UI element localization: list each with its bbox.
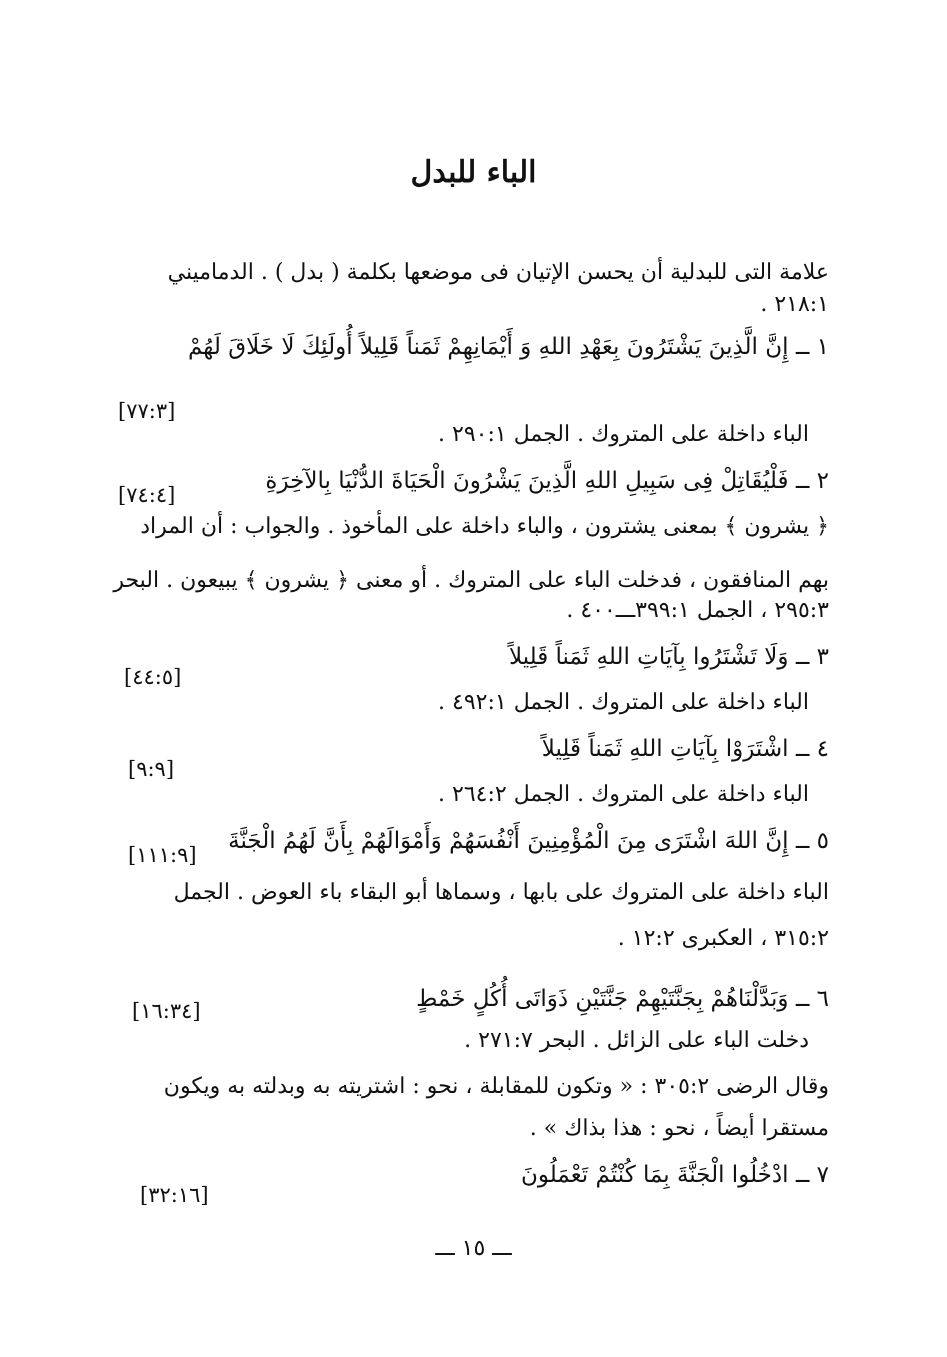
verse-3-note: الباء داخلة على المتروك . الجمل ٤٩٢:١ . bbox=[438, 690, 809, 715]
verse-2-reference: [٧٤:٤] bbox=[118, 483, 176, 507]
verse-4-reference: [٩:٩] bbox=[128, 757, 175, 781]
verse-6: ٦ ــ وَبَدَّلْنَاهُمْ بِجَنَّتَيْهِمْ جَنَّتَيْنِ ذَوَاتَى أُكُلٍ خَمْطٍ bbox=[416, 986, 829, 1012]
verse-3-reference: [٤٤:٥] bbox=[124, 665, 182, 689]
verse-3: ٣ ــ وَلَا تَشْتَرُوا بِآيَاتِ اللهِ ثَمَناً قَلِيلاً bbox=[508, 644, 829, 670]
verse-5-note-line-1: الباء داخلة على المتروك على بابها ، وسماها أبو البقاء باء العوض . الجمل bbox=[173, 880, 829, 905]
radi-quote-line-2: مستقرا أيضاً ، نحو : هذا بذاك » . bbox=[529, 1116, 829, 1141]
verse-5-reference: [١١١:٩] bbox=[128, 843, 197, 867]
verse-1-note: الباء داخلة على المتروك . الجمل ٢٩٠:١ . bbox=[438, 422, 809, 447]
verse-1: ١ ــ إِنَّ الَّذِينَ يَشْتَرُونَ بِعَهْدِ اللهِ وَ أَيْمَانِهِمْ ثَمَناً قَلِيلاً أُولَئِكَ لَا خَلَاقَ لَهُمْ bbox=[188, 334, 829, 360]
verse-7: ٧ ــ ادْخُلُوا الْجَنَّةَ بِمَا كُنْتُمْ تَعْمَلُونَ bbox=[521, 1162, 829, 1188]
verse-4-note: الباء داخلة على المتروك . الجمل ٢٦٤:٢ . bbox=[438, 782, 809, 807]
verse-7-reference: [٣٢:١٦] bbox=[140, 1183, 209, 1207]
verse-5-note-line-2: ٣١٥:٢ ، العكبرى ١٢:٢ . bbox=[617, 926, 829, 951]
verse-6-reference: [١٦:٣٤] bbox=[132, 999, 201, 1023]
verse-4: ٤ ــ اشْتَرَوْا بِآيَاتِ اللهِ ثَمَناً قَلِيلاً bbox=[541, 736, 829, 762]
page-title: الباء للبدل bbox=[410, 155, 537, 190]
verse-2-note-line-2: بهم المنافقون ، فدخلت الباء على المتروك . أو معنى ﴿ يشرون ﴾ يبيعون . البحر bbox=[113, 568, 829, 593]
intro-line-1: علامة التى للبدلية أن يحسن الإتيان فى موضعها بكلمة ( بدل ) . الدماميني bbox=[167, 260, 829, 285]
intro-line-2: ٢١٨:١ . bbox=[760, 292, 829, 317]
page-number: ـــ ١٥ ـــ bbox=[435, 1236, 512, 1261]
verse-2: ٢ ــ فَلْيُقَاتِلْ فِى سَبِيلِ اللهِ الَّذِينَ يَشْرُونَ الْحَيَاةَ الدُّنْيَا بِالآخِرَةِ bbox=[265, 468, 829, 494]
verse-2-note-line-1: ﴿ يشرون ﴾ بمعنى يشترون ، والباء داخلة على المأخوذ . والجواب : أن المراد bbox=[140, 514, 829, 539]
verse-5: ٥ ــ إِنَّ اللهَ اشْتَرَى مِنَ الْمُؤْمِنِينَ أَنْفُسَهُمْ وَأَمْوَالَهُمْ بِأَنَّ لَهُمُ الْجَنَّةَ bbox=[228, 828, 829, 854]
verse-1-reference: [٧٧:٣] bbox=[118, 399, 176, 423]
verse-6-note: دخلت الباء على الزائل . البحر ٢٧١:٧ . bbox=[464, 1028, 809, 1053]
radi-quote-line-1: وقال الرضى ٣٠٥:٢ : « وتكون للمقابلة ، نحو : اشتريته به وبدلته به ويكون bbox=[163, 1074, 829, 1099]
verse-2-note-line-3: ٢٩٥:٣ ، الجمل ٣٩٩:١ـــ٤٠٠ . bbox=[566, 598, 829, 623]
